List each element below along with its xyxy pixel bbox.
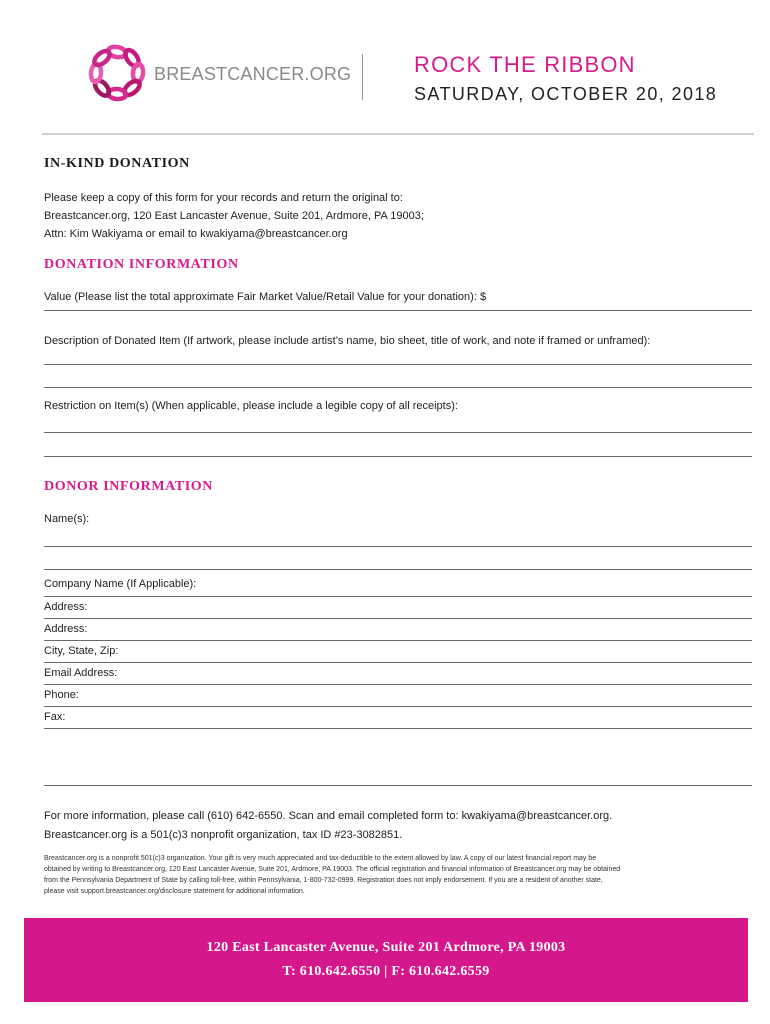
in-kind-heading: IN-KIND DONATION [44,156,190,171]
header-divider [362,54,363,100]
address-field-1[interactable] [44,618,752,619]
address-label-1: Address: [44,601,88,613]
donation-info-heading: DONATION INFORMATION [44,257,239,272]
city-state-zip-label: City, State, Zip: [44,645,119,657]
page-header [0,0,770,135]
value-field[interactable] [44,310,752,311]
org-logo-text: BREASTCANCER.ORG [154,64,352,84]
legal-disclosure [44,853,734,897]
address-label-2: Address: [44,623,88,635]
intro-text [44,189,424,243]
legal-line: Breastcancer.org is a nonprofit 501(c)3 organization. Your gift is very much appreciated and tax-deductible to the extent allowed by law. A copy of our latest financial report may be [44,855,597,862]
intro-line: Please keep a copy of this form for your records and return the original to: [44,192,403,204]
legal-line: please visit support.breastcancer.org/disclosure statement for additional information. [44,888,305,895]
event-title: ROCK THE RIBBON [414,52,636,77]
company-label: Company Name (If Applicable): [44,578,197,590]
footer-banner [24,918,748,1002]
phone-field[interactable] [44,706,752,707]
email-field[interactable] [44,684,752,685]
names-field-line-2[interactable] [44,569,752,570]
legal-line: obtained by writing to Breastcancer.org, 120 East Lancaster Avenue, Suite 201, Ardmore, PA 19003. The official registration and financial information of Breastcancer.org may be obtained [44,866,621,873]
restriction-label: Restriction on Item(s) (When applicable, please include a legible copy of all receipts): [44,400,458,412]
legal-line: from the Pennsylvania Department of State by calling toll-free, within Pennsylvania, 1-800-732-0999. Registration does not imply endorsement. If you are a resident of another state, [44,877,603,884]
phone-label: Phone: [44,689,79,701]
value-label: Value (Please list the total approximate Fair Market Value/Retail Value for your donation): $ [44,291,487,303]
description-field-line-1[interactable] [44,364,752,365]
description-label: Description of Donated Item (If artwork, please include artist’s name, bio sheet, title of work, and note if framed or unframed): [44,335,651,347]
footer-address: 120 East Lancaster Avenue, Suite 201 Ardmore, PA 19003 [206,940,566,955]
intro-line: Attn: Kim Wakiyama or email to kwakiyama@breastcancer.org [44,228,348,240]
more-info-line-2: Breastcancer.org is a 501(c)3 nonprofit organization, tax ID #23-3082851. [44,829,403,841]
more-info-line-1: For more information, please call (610) 642-6550. Scan and email completed form to: kwakiyama@breastcancer.org. [44,810,613,822]
footer-phones: T: 610.642.6550 | F: 610.642.6559 [282,964,490,979]
fax-field[interactable] [44,728,752,729]
signature-line[interactable] [44,785,752,786]
address-field-2[interactable] [44,640,752,641]
header-rule [42,133,754,135]
restriction-field-line-2[interactable] [44,456,752,457]
city-state-zip-field[interactable] [44,662,752,663]
ribbon-wreath-logo-icon [84,40,150,106]
fax-label: Fax: [44,711,66,723]
names-label: Name(s): [44,513,90,525]
intro-line: Breastcancer.org, 120 East Lancaster Avenue, Suite 201, Ardmore, PA 19003; [44,210,424,222]
names-field-line-1[interactable] [44,546,752,547]
event-date: SATURDAY, OCTOBER 20, 2018 [414,84,718,104]
company-field[interactable] [44,596,752,597]
restriction-field-line-1[interactable] [44,432,752,433]
description-field-line-2[interactable] [44,387,752,388]
email-label: Email Address: [44,667,118,679]
donor-info-heading: DONOR INFORMATION [44,479,213,494]
